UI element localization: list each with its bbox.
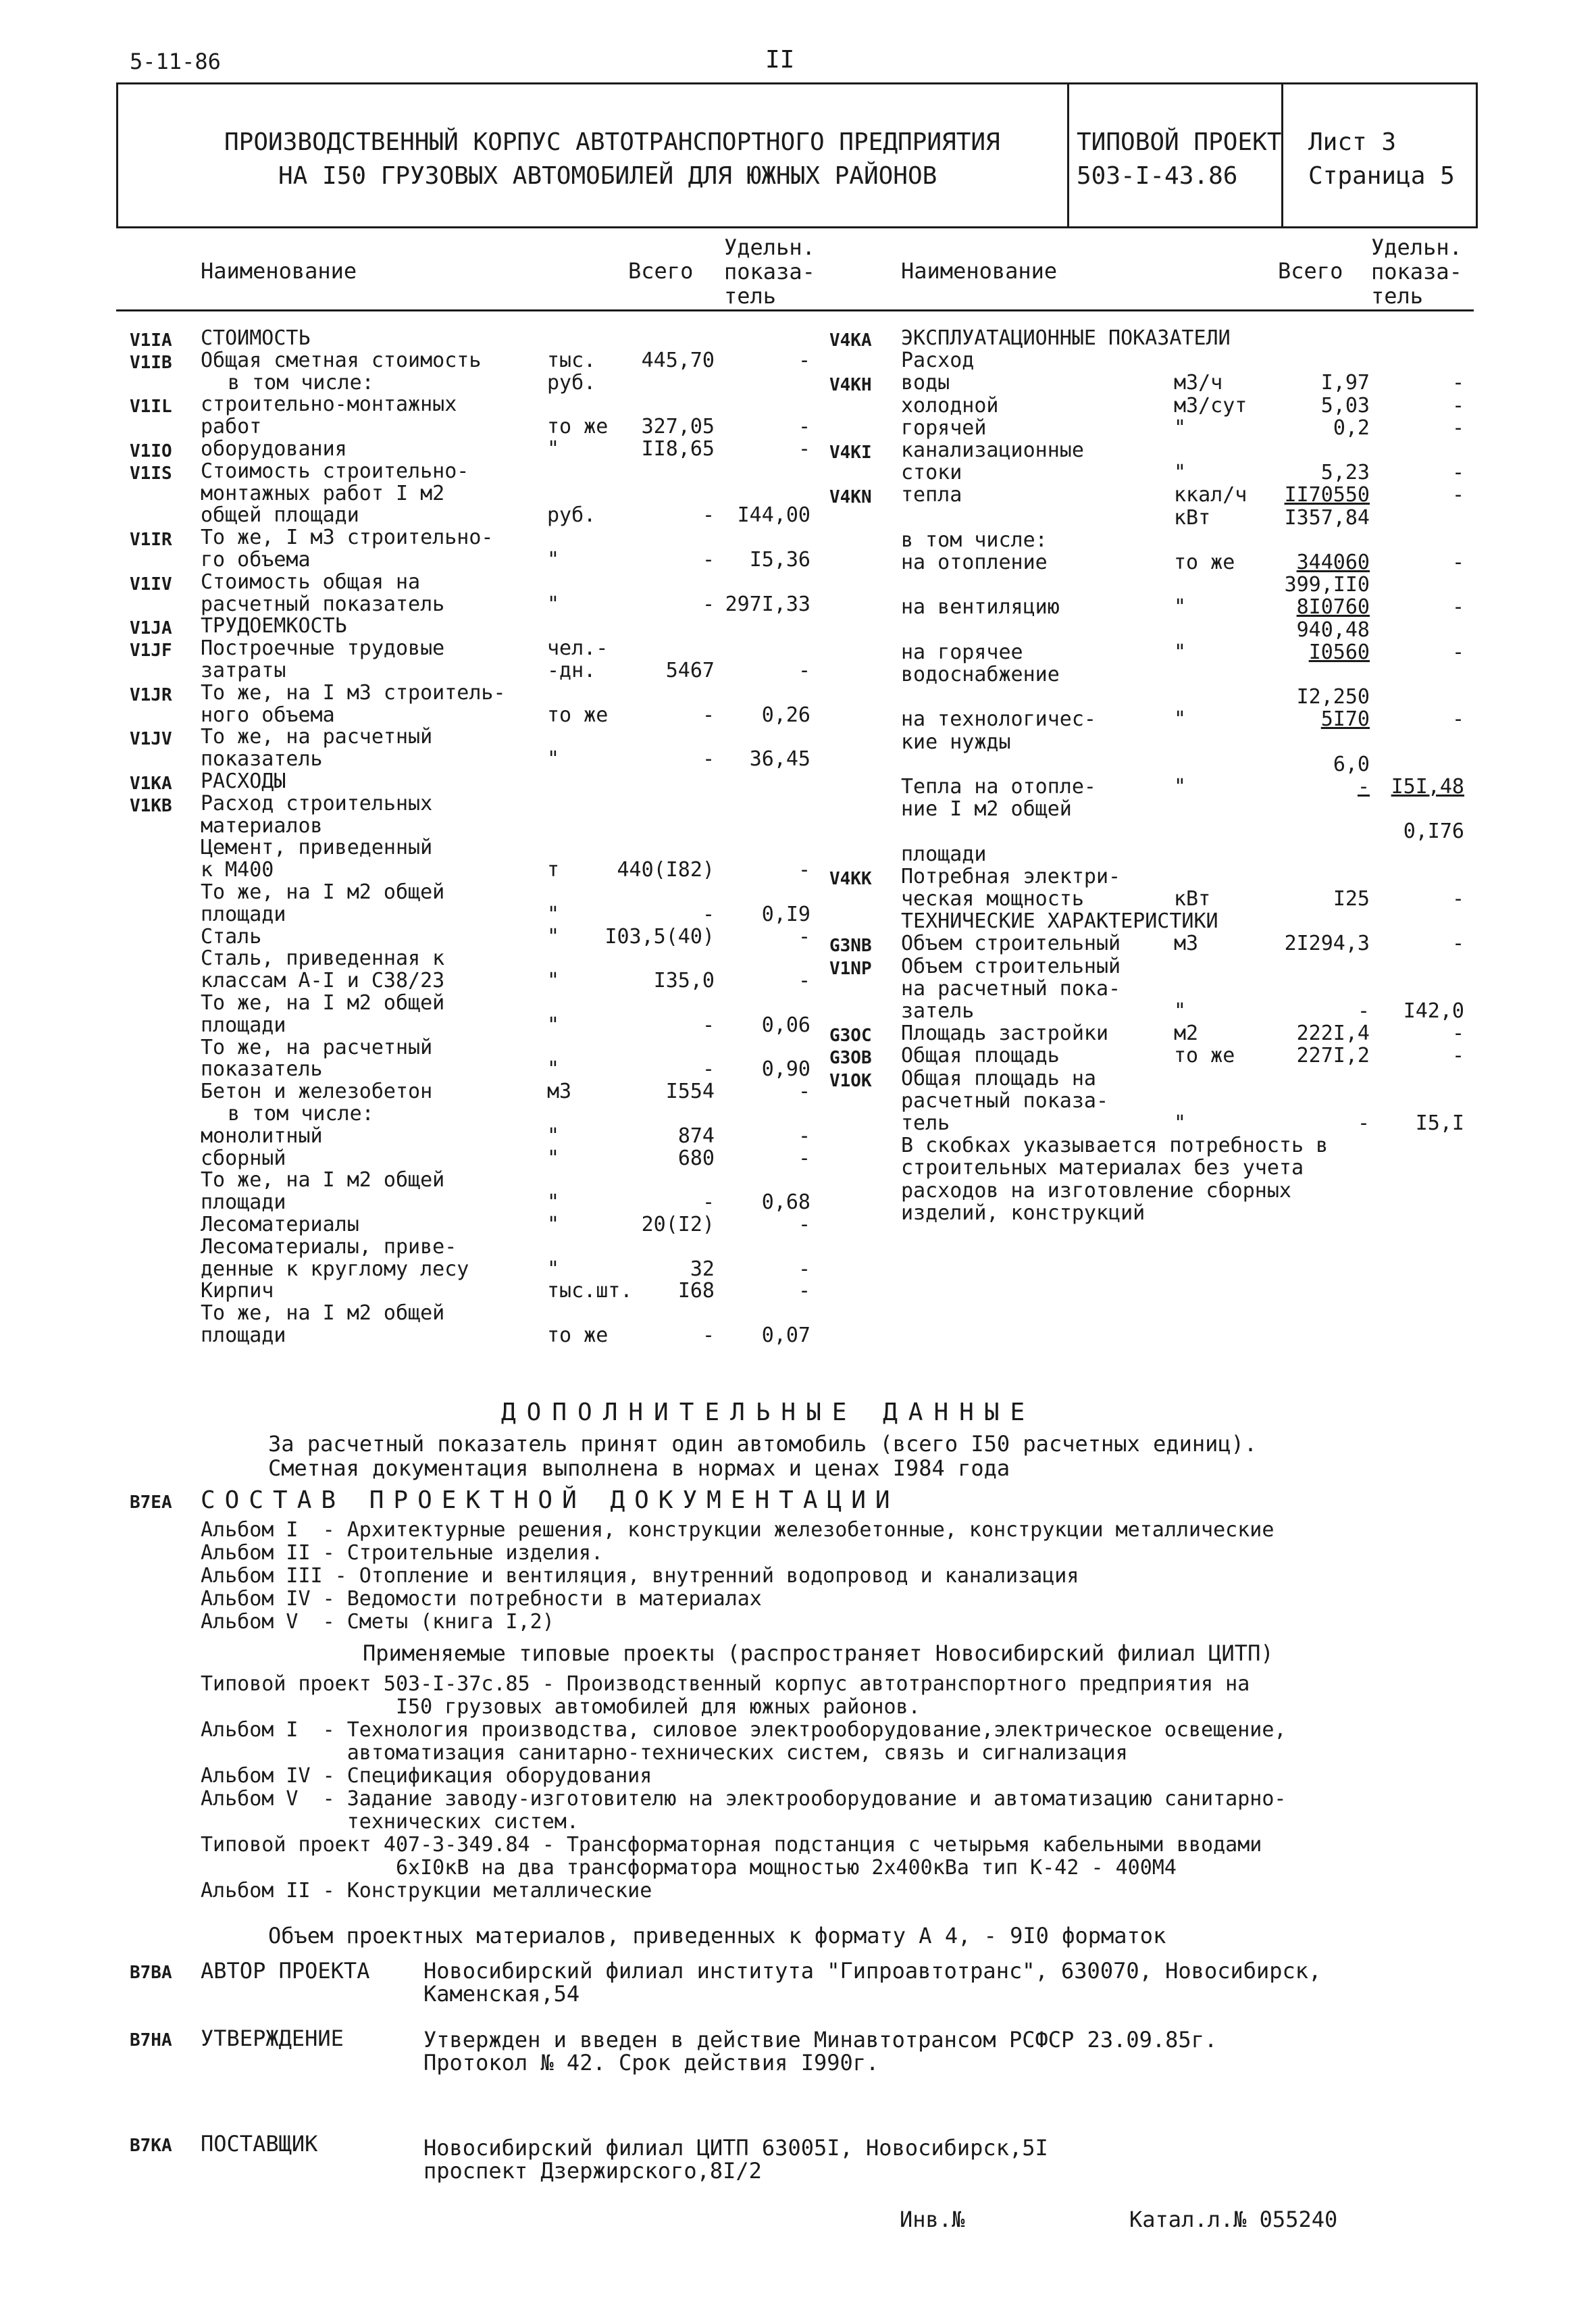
row-unit: " — [1174, 595, 1187, 619]
row-specific: 0,26 — [761, 703, 810, 727]
row-total: 6,0 — [1333, 753, 1370, 776]
applied-line: Альбом II - Конструкции металлические — [201, 1879, 652, 1903]
row-total: I357,84 — [1284, 506, 1370, 530]
row-total: I03,5(40) — [604, 925, 715, 949]
row-unit: м3 — [1174, 932, 1199, 955]
row-specific: - — [1451, 640, 1464, 664]
row-total: - — [702, 1324, 715, 1347]
row-unit: " — [547, 1057, 560, 1081]
row-name: То же, I м3 строительно- — [201, 526, 494, 549]
composition-code: B7EA — [130, 1492, 172, 1513]
row-specific: - — [1451, 1022, 1464, 1045]
row-name: ТРУДОЕМКОСТЬ — [201, 614, 347, 638]
row-name: Общая площадь — [901, 1044, 1060, 1067]
row-unit: " — [547, 593, 560, 616]
row-name: Цемент, приведенный — [201, 836, 433, 859]
row-unit: то же — [1174, 551, 1235, 574]
row-total: 20(I2) — [641, 1213, 715, 1236]
row-specific: - — [798, 349, 810, 372]
row-unit: " — [547, 925, 560, 949]
row-unit: " — [547, 903, 560, 926]
applied-line: 6xI0кВ на два трансформатора мощностью 2х400кВа тип К-42 - 400М4 — [201, 1856, 1177, 1880]
row-specific: I44,00 — [737, 503, 810, 527]
row-name: ТЕХНИЧЕСКИЕ ХАРАКТЕРИСТИКИ — [901, 909, 1218, 933]
sheet-number: Лист 3 — [1308, 128, 1397, 156]
row-code: V4KA — [829, 330, 872, 351]
row-unit: " — [547, 1190, 560, 1214]
row-name: ного объема — [201, 703, 335, 727]
header-title-line2: НА I50 ГРУЗОВЫХ АВТОМОБИЛЕЙ ДЛЯ ЮЖНЫХ РАЙОНОВ — [278, 162, 937, 190]
row-name: Сталь — [201, 925, 262, 949]
row-name: Общая сметная стоимость — [201, 349, 482, 372]
composition-heading: СОСТАВ ПРОЕКТНОЙ ДОКУМЕНТАЦИИ — [201, 1486, 900, 1514]
applied-line: автоматизация санитарно-технических систем, связь и сигнализация — [201, 1741, 1128, 1765]
row-code: G3NB — [829, 936, 872, 956]
row-code: V1IO — [130, 441, 172, 461]
row-code: G3OC — [829, 1026, 872, 1046]
row-total: 32 — [690, 1257, 715, 1281]
row-total: 8I0760 — [1296, 595, 1370, 619]
row-total: 5,23 — [1320, 461, 1370, 484]
inventory-number: Инв.№ — [900, 2207, 965, 2232]
row-total: - — [702, 503, 715, 527]
row-name: То же, на I м2 общей — [201, 880, 445, 904]
row-code: V4KH — [829, 375, 872, 395]
row-name: на горячее — [901, 640, 1023, 664]
row-specific: - — [798, 437, 810, 461]
row-name: То же, на I м2 общей — [201, 1301, 445, 1325]
row-code: V4KN — [829, 487, 872, 507]
row-name: Расход — [901, 349, 975, 372]
row-unit: " — [1174, 775, 1187, 799]
row-name: сборный — [201, 1147, 286, 1170]
row-name: Бетон и железобетон — [201, 1080, 433, 1103]
row-name: расчетный показатель — [201, 593, 445, 616]
row-total: 222I,4 — [1296, 1022, 1370, 1045]
row-total: I35,0 — [653, 969, 715, 992]
row-total: 5467 — [665, 659, 715, 682]
album-line: Альбом IV - Ведомости потребности в материалах — [201, 1587, 762, 1611]
row-name: ние I м2 общей — [901, 797, 1072, 821]
row-specific: - — [1451, 461, 1464, 484]
row-total: - — [1357, 775, 1370, 799]
row-specific: - — [1451, 707, 1464, 731]
row-specific: - — [1451, 483, 1464, 507]
row-total: - — [702, 548, 715, 572]
page-label: Страница 5 — [1308, 162, 1455, 190]
row-unit: -дн. — [547, 659, 596, 682]
row-total: 874 — [677, 1124, 715, 1148]
row-specific: I42,0 — [1403, 999, 1464, 1023]
row-unit: то же — [547, 415, 609, 438]
row-total: 445,70 — [641, 349, 715, 372]
row-total: - — [1357, 999, 1370, 1023]
row-unit: то же — [1174, 1044, 1235, 1067]
row-code: V1JA — [130, 618, 172, 638]
row-name: Кирпич — [201, 1279, 274, 1303]
row-unit: м3/ч — [1174, 371, 1223, 395]
row-name: Потребная электри- — [901, 865, 1121, 888]
row-name: В скобках указывается потребность в — [901, 1134, 1329, 1157]
row-name: холодной — [901, 394, 999, 418]
row-unit: тыс. — [547, 349, 596, 372]
album-line: Альбом I - Архитектурные решения, конструкции железобетонные, конструкции металлические — [201, 1518, 1275, 1542]
row-name: ЭКСПЛУАТАЦИОННЫЕ ПОКАЗАТЕЛИ — [901, 326, 1231, 350]
row-total: I,97 — [1320, 371, 1370, 395]
row-code: V1KA — [130, 774, 172, 794]
applied-heading: Применяемые типовые проекты (распространяет Новосибирский филиал ЦИТП) — [363, 1640, 1274, 1666]
row-name: Стоимость строительно- — [201, 459, 469, 483]
row-total: - — [702, 1013, 715, 1037]
row-total: I0560 — [1308, 640, 1370, 664]
row-name: То же, на I м3 строитель- — [201, 681, 506, 705]
row-unit: руб. — [547, 371, 596, 395]
row-code: G3OB — [829, 1048, 872, 1068]
row-name: То же, на расчетный — [201, 1036, 433, 1059]
row-total: 344060 — [1296, 551, 1370, 574]
row-total: I554 — [665, 1080, 715, 1103]
row-total: - — [702, 1057, 715, 1081]
applied-line: Альбом V - Задание заводу-изготовителю на электрооборудование и автоматизацию санитарно- — [201, 1787, 1287, 1811]
row-total: 227I,2 — [1296, 1044, 1370, 1067]
row-specific: - — [798, 969, 810, 992]
row-name: расходов на изготовление сборных — [901, 1179, 1291, 1203]
row-name: изделий, конструкций — [901, 1201, 1145, 1225]
row-unit: " — [547, 548, 560, 572]
album-line: Альбом II - Строительные изделия. — [201, 1541, 604, 1565]
row-total: 2I294,3 — [1284, 932, 1370, 955]
row-specific: - — [798, 858, 810, 882]
applied-line: Альбом IV - Спецификация оборудования — [201, 1764, 652, 1788]
row-specific: - — [1451, 595, 1464, 619]
row-specific: I5I,48 — [1391, 775, 1464, 799]
row-name: площади — [201, 1190, 286, 1214]
header-title-line1: ПРОИЗВОДСТВЕННЫЙ КОРПУС АВТОТРАНСПОРТНОГО ПРЕДПРИЯТИЯ — [224, 128, 1000, 156]
row-code: V1JR — [130, 685, 172, 705]
row-total: - — [702, 703, 715, 727]
row-specific: - — [1451, 932, 1464, 955]
row-total: - — [702, 1190, 715, 1214]
row-specific: 0,I76 — [1403, 820, 1464, 843]
row-total: 5I70 — [1320, 707, 1370, 731]
row-specific: - — [798, 415, 810, 438]
row-unit: " — [547, 969, 560, 992]
row-unit: " — [547, 1257, 560, 1281]
row-name: кие нужды — [901, 730, 1011, 754]
row-name: классам А-I и С38/23 — [201, 969, 445, 992]
row-code: V1IS — [130, 463, 172, 484]
row-total: II70550 — [1284, 483, 1370, 507]
album-line: Альбом III - Отопление и вентиляция, внутренний водопровод и канализация — [201, 1564, 1079, 1588]
row-code: V4KI — [829, 443, 872, 463]
row-name: монолитный — [201, 1124, 323, 1148]
applied-line: I50 грузовых автомобилей для южных районов. — [201, 1695, 921, 1719]
row-total: - — [702, 903, 715, 926]
row-specific: - — [1451, 394, 1464, 418]
applied-line: Альбом I - Технология производства, силовое электрооборудование,электрическое освещение, — [201, 1718, 1287, 1742]
row-name: работ — [201, 415, 262, 438]
row-total: 940,48 — [1296, 618, 1370, 642]
row-name: тель — [901, 1111, 950, 1135]
row-specific: 0,90 — [761, 1057, 810, 1081]
row-name: показатель — [201, 1057, 323, 1081]
row-name: показатель — [201, 747, 323, 771]
row-name: Тепла на отопле- — [901, 775, 1096, 799]
additional-line2: Сметная документация выполнена в нормах и ценах I984 года — [268, 1455, 1010, 1481]
applied-line: Типовой проект 503-I-37с.85 - Производственный корпус автотранспортного предприятия на — [201, 1672, 1250, 1696]
row-total: I2,250 — [1296, 685, 1370, 709]
row-code: V1NP — [829, 959, 872, 979]
row-name: Площадь застройки — [901, 1022, 1109, 1045]
row-name: на технологичес- — [901, 707, 1096, 731]
row-unit: ккал/ч — [1174, 483, 1247, 507]
row-unit: " — [547, 1213, 560, 1236]
row-unit: м3/сут — [1174, 394, 1247, 418]
row-name: Объем строительный — [901, 932, 1121, 955]
row-unit: тыс.шт. — [547, 1279, 633, 1303]
row-code: V1IL — [130, 397, 172, 417]
row-name: воды — [901, 371, 950, 395]
row-name: стоки — [901, 461, 962, 484]
row-name: ческая мощность — [901, 887, 1084, 911]
row-name: денные к круглому лесу — [201, 1257, 469, 1281]
row-name: монтажных работ I м2 — [201, 482, 445, 505]
row-name: площади — [901, 842, 987, 866]
volume-line: Объем проектных материалов, приведенных к формату А 4, - 9I0 форматок — [268, 1923, 1166, 1948]
row-unit: м3 — [547, 1080, 572, 1103]
row-specific: I5,36 — [749, 548, 810, 572]
row-unit: кВт — [1174, 887, 1211, 911]
row-name: площади — [201, 1013, 286, 1037]
row-specific: - — [798, 925, 810, 949]
row-code: V1JF — [130, 640, 172, 661]
row-specific: - — [798, 1213, 810, 1236]
row-code: V1OK — [829, 1071, 872, 1091]
row-name: строительно-монтажных — [201, 393, 457, 416]
row-name: на отопление — [901, 551, 1048, 574]
row-code: V1KB — [130, 796, 172, 816]
row-unit: " — [547, 1147, 560, 1170]
row-name: То же, на I м2 общей — [201, 1168, 445, 1192]
row-total: - — [1357, 1111, 1370, 1135]
row-total: - — [702, 747, 715, 771]
row-name: РАСХОДЫ — [201, 770, 286, 793]
row-total: I68 — [677, 1279, 715, 1303]
row-name: го объема — [201, 548, 311, 572]
row-specific: - — [798, 1147, 810, 1170]
row-name: материалов — [201, 814, 323, 838]
row-unit: " — [1174, 461, 1187, 484]
row-code: V1IV — [130, 574, 172, 595]
project-number: 503-I-43.86 — [1077, 162, 1238, 190]
row-specific: 297I,33 — [725, 593, 810, 616]
row-name: Лесоматериалы, приве- — [201, 1235, 457, 1259]
row-specific: - — [1451, 1044, 1464, 1067]
applied-line: технических систем. — [201, 1810, 579, 1834]
row-specific: I5,I — [1415, 1111, 1464, 1135]
row-total: II8,65 — [641, 437, 715, 461]
additional-line1: За расчетный показатель принят один автомобиль (всего I50 расчетных единиц). — [268, 1431, 1258, 1457]
row-unit: чел.- — [547, 636, 609, 660]
row-specific: - — [798, 1279, 810, 1303]
row-name: То же, на расчетный — [201, 725, 433, 749]
row-specific: 0,07 — [761, 1324, 810, 1347]
row-specific: - — [1451, 371, 1464, 395]
row-name: тепла — [901, 483, 962, 507]
row-name: на расчетный пока- — [901, 977, 1121, 1001]
row-specific: - — [798, 659, 810, 682]
row-name: горячей — [901, 416, 987, 440]
project-label: ТИПОВОЙ ПРОЕКТ — [1077, 128, 1282, 156]
row-name: затраты — [201, 659, 286, 682]
row-name: затель — [901, 999, 975, 1023]
row-name: площади — [201, 903, 286, 926]
row-name: Построечные трудовые — [201, 636, 445, 660]
row-name: Сталь, приведенная к — [201, 947, 445, 970]
row-specific: - — [798, 1124, 810, 1148]
row-code: V1IA — [130, 330, 172, 351]
row-code: V1IR — [130, 530, 172, 550]
row-unit: кВт — [1174, 506, 1211, 530]
row-name: в том числе: — [228, 371, 374, 395]
row-name: Лесоматериалы — [201, 1213, 359, 1236]
row-name: расчетный показа- — [901, 1089, 1109, 1113]
row-name: строительных материалах без учета — [901, 1156, 1304, 1180]
row-total: 440(I82) — [617, 858, 715, 882]
additional-heading: ДОПОЛНИТЕЛЬНЫЕ ДАННЫЕ — [501, 1399, 1036, 1426]
applied-line: Типовой проект 407-3-349.84 - Трансформаторная подстанция с четырьмя кабельными вводами — [201, 1833, 1262, 1857]
row-total: - — [702, 593, 715, 616]
row-unit: " — [1174, 1111, 1187, 1135]
row-name: площади — [201, 1324, 286, 1347]
row-unit: " — [547, 1124, 560, 1148]
row-unit: руб. — [547, 503, 596, 527]
row-total: 0,2 — [1333, 416, 1370, 440]
row-specific: - — [1451, 416, 1464, 440]
row-specific: 36,45 — [749, 747, 810, 771]
row-name: канализационные — [901, 438, 1084, 462]
row-specific: - — [1451, 887, 1464, 911]
row-name: на вентиляцию — [901, 595, 1060, 619]
row-specific: - — [798, 1080, 810, 1103]
row-name: СТОИМОСТЬ — [201, 326, 311, 350]
row-specific: 0,06 — [761, 1013, 810, 1037]
row-code: V1IB — [130, 353, 172, 373]
row-unit: " — [1174, 416, 1187, 440]
row-unit: " — [1174, 707, 1187, 731]
row-total: 5,03 — [1320, 394, 1370, 418]
row-unit: " — [547, 747, 560, 771]
row-specific: 0,I9 — [761, 903, 810, 926]
row-unit: то же — [547, 1324, 609, 1347]
row-name: общей площади — [201, 503, 359, 527]
row-name: То же, на I м2 общей — [201, 991, 445, 1015]
row-specific: - — [798, 1257, 810, 1281]
row-name: Объем строительный — [901, 955, 1121, 978]
row-name: Расход строительных — [201, 792, 433, 815]
row-unit: м2 — [1174, 1022, 1199, 1045]
row-unit: " — [1174, 640, 1187, 664]
row-name: Общая площадь на — [901, 1067, 1096, 1090]
row-unit: " — [547, 437, 560, 461]
row-unit: то же — [547, 703, 609, 727]
row-name: к М400 — [201, 858, 274, 882]
row-unit: " — [547, 1013, 560, 1037]
row-name: Стоимость общая на — [201, 570, 421, 594]
row-name: в том числе: — [228, 1102, 374, 1126]
print-date: 5-11-86 — [130, 49, 221, 74]
row-name: в том числе: — [901, 528, 1048, 552]
row-unit: " — [1174, 999, 1187, 1023]
row-total: 327,05 — [641, 415, 715, 438]
row-total: I25 — [1333, 887, 1370, 911]
row-unit: т — [547, 858, 560, 882]
row-code: V1JV — [130, 729, 172, 749]
row-total: 680 — [677, 1147, 715, 1170]
row-specific: - — [1451, 551, 1464, 574]
row-name: оборудования — [201, 437, 347, 461]
page-number: II — [765, 46, 795, 74]
row-total: 399,II0 — [1284, 573, 1370, 597]
album-line: Альбом V - Сметы (книга I,2) — [201, 1610, 555, 1634]
catalog-number: Катал.л.№ 055240 — [1129, 2207, 1338, 2232]
row-code: V4KK — [829, 869, 872, 889]
row-specific: 0,68 — [761, 1190, 810, 1214]
row-name: водоснабжение — [901, 663, 1060, 686]
